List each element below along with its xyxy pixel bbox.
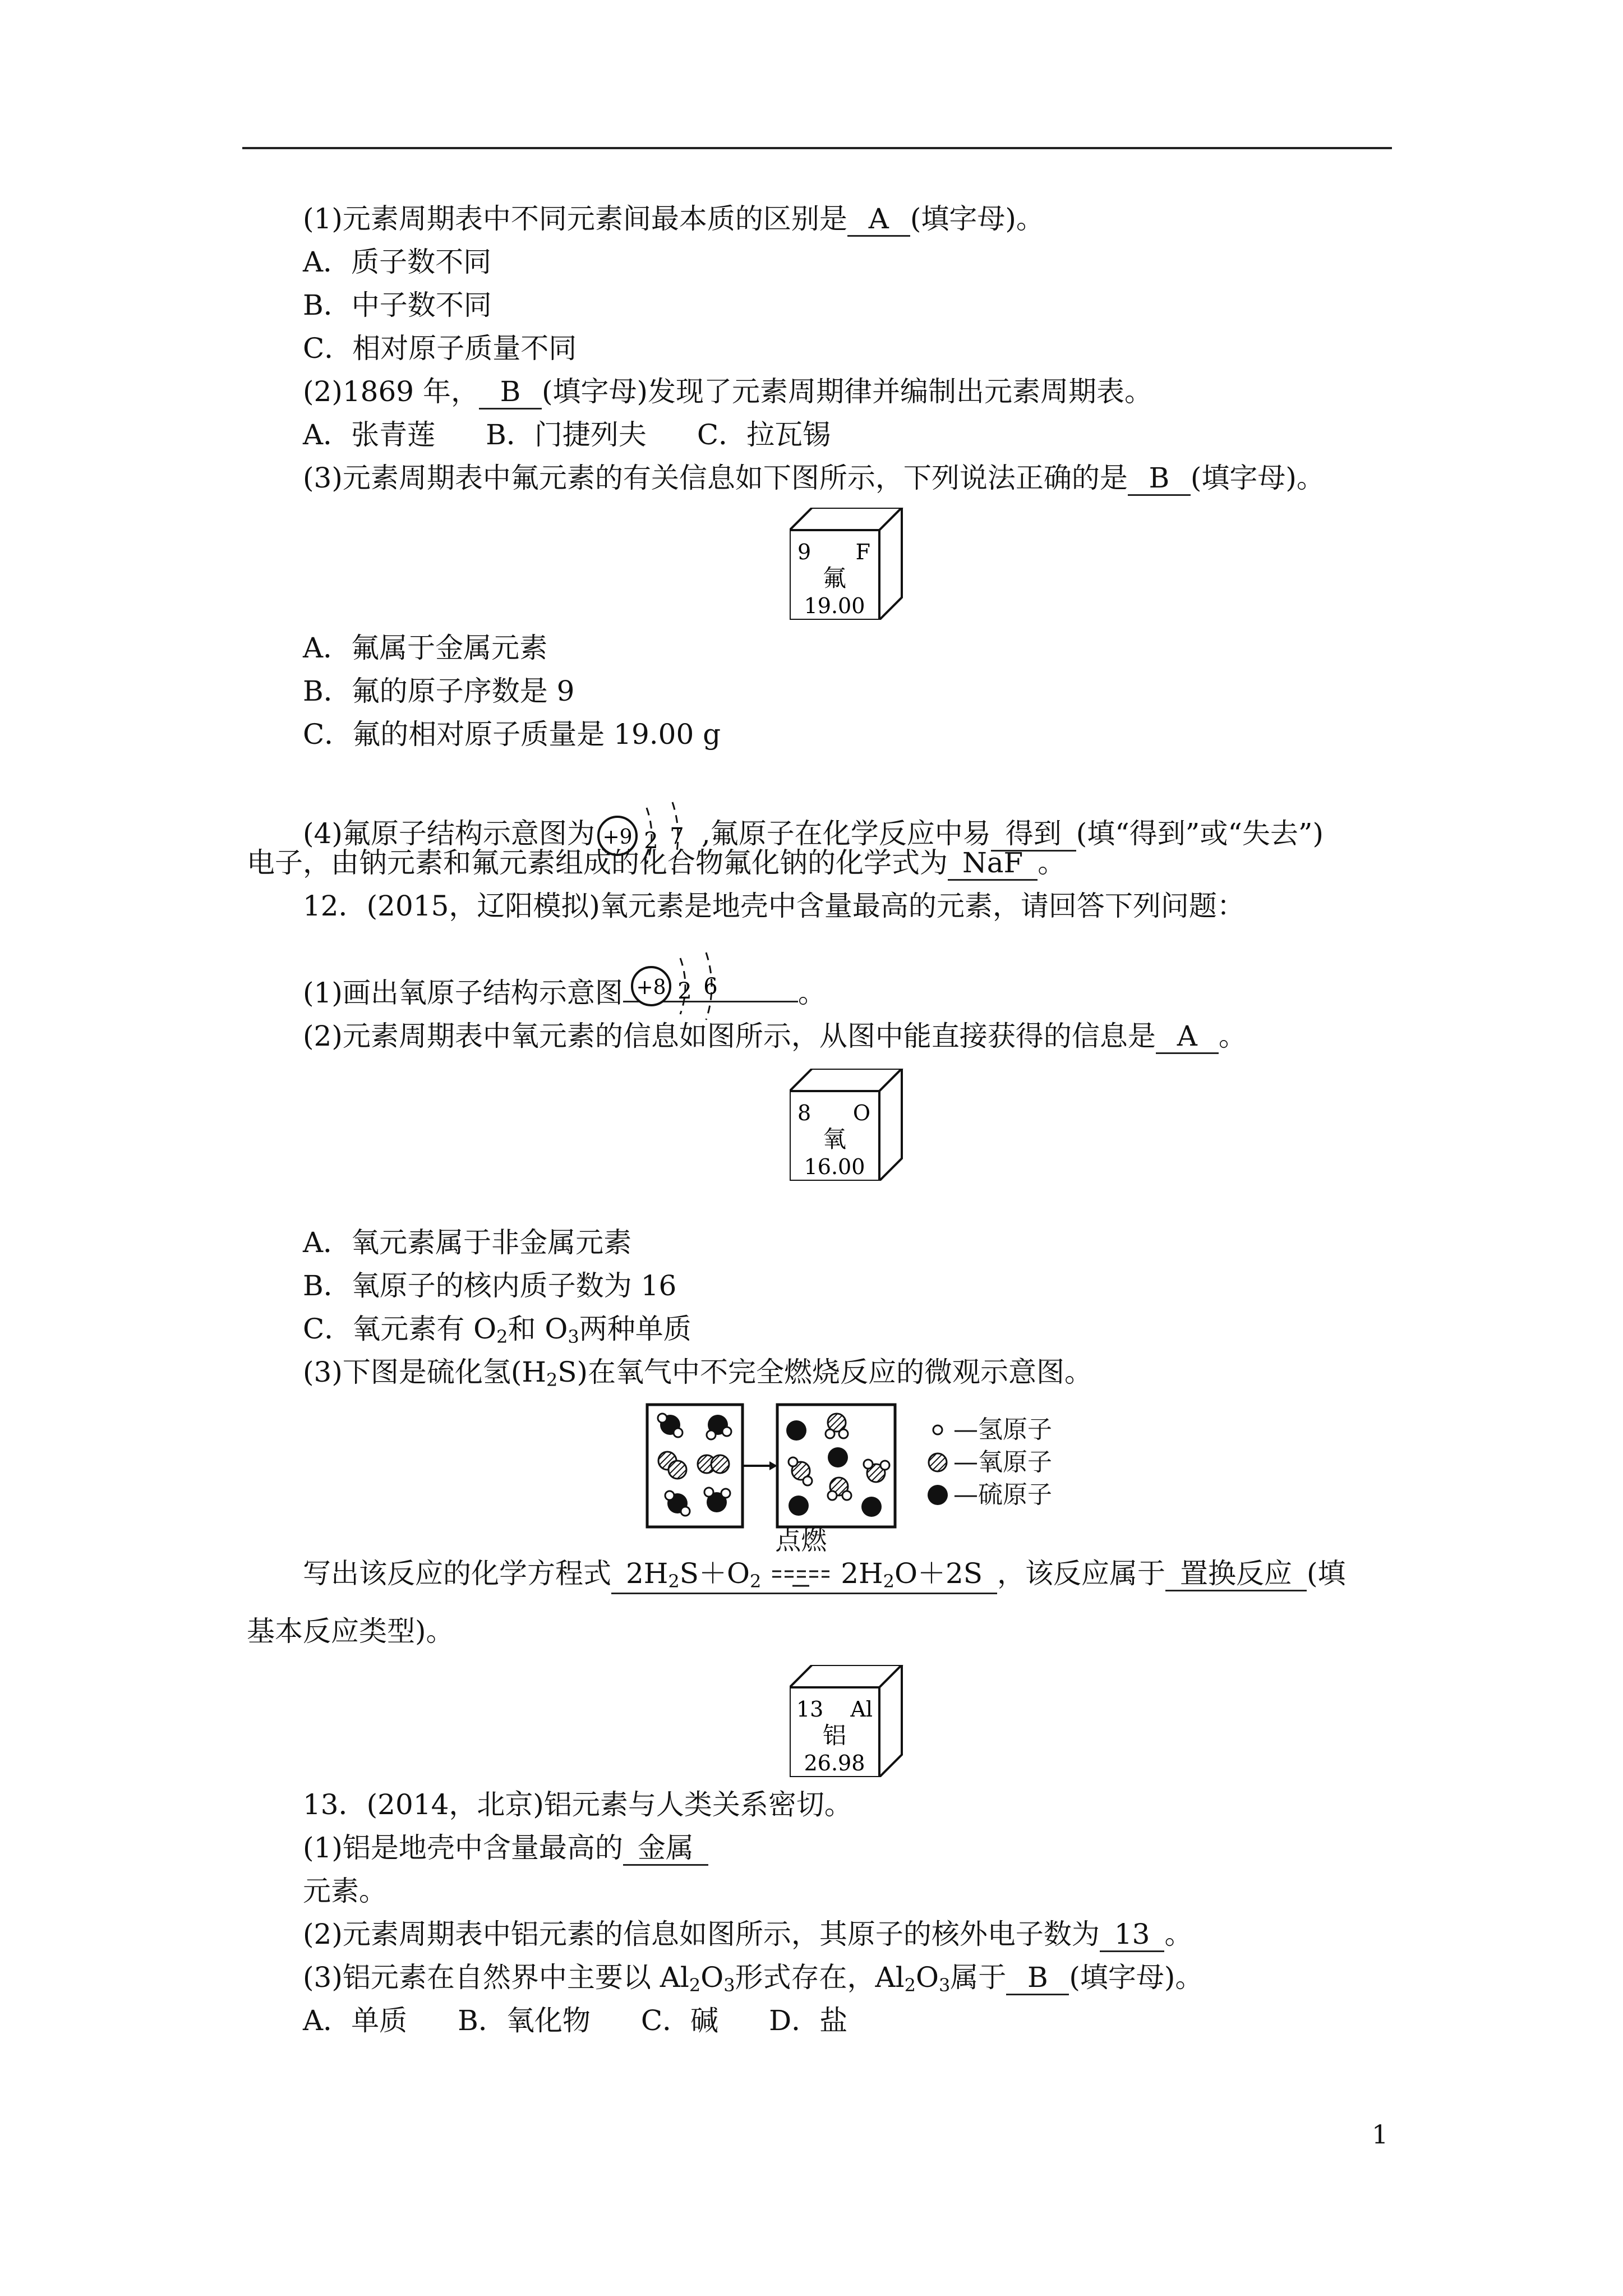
option-b: B．氧化物	[458, 2004, 591, 2037]
s-atom	[789, 1496, 809, 1516]
q12-p2-option-b: B．氧原子的核内质子数为 16	[303, 1269, 677, 1302]
answer-blank: 置换反应	[1165, 1557, 1307, 1591]
tile-name: 铝	[822, 1722, 847, 1749]
q12-part3: (3)下图是硫化氢$(H_2S)$在氧气中不完全燃烧反应的微观示意图。	[303, 1356, 1093, 1391]
q13-part2: (2)元素周期表中铝元素的信息如图所示，其原子的核外电子数为 13 。	[303, 1917, 1192, 1952]
q11-part2: (2)1869 年， B (填字母)发现了元素周期律并编制出元素周期表。	[303, 375, 1152, 409]
header-rule	[242, 147, 1392, 149]
q13-part1: (1)铝是地壳中含量最高的 金属	[303, 1831, 708, 1866]
q13-part1-line2: 元素。	[303, 1875, 387, 1907]
answer-blank: 13	[1100, 1918, 1165, 1952]
s-atom	[861, 1497, 882, 1517]
shell-1-electrons: 2	[677, 978, 692, 1004]
q11-p1-option-c: C．相对原子质量不同	[303, 332, 577, 365]
answer-blank: A	[1156, 1020, 1219, 1054]
q12-equation: 写出该反应的化学方程式 $2H_2S+O_2$ 点燃 $2H_2O+2S$ ，该反应属于 置换反应 (填	[303, 1557, 1346, 1594]
q11-p3-option-b: B．氟的原子序数是 9	[303, 675, 575, 707]
shell-2-electrons: 7	[670, 823, 684, 849]
answer-blank: 得到	[991, 817, 1076, 852]
tile-name: 氧	[822, 1125, 847, 1153]
q11-p1-option-b: B．中子数不同	[303, 289, 492, 321]
q13-part3: (3)铝元素在自然界中主要以 $Al_2O_3$形式存在，$Al_2O_3$属于 B (填字母)。	[303, 1961, 1204, 1996]
tile-symbol: Al	[850, 1697, 873, 1722]
answer-blank: A	[847, 203, 910, 237]
q12-stem: 12．(2015，辽阳模拟)氧元素是地壳中含量最高的元素，请回答下列问题：	[303, 890, 1245, 922]
legend-hydrogen: —氢原子	[925, 1414, 1052, 1446]
q12-p2-option-a: A．氧元素属于非金属元素	[303, 1226, 632, 1259]
option-a: A．单质	[303, 2004, 408, 2037]
tile-number: 13	[796, 1697, 824, 1722]
reaction-micro-diagram	[645, 1402, 925, 1534]
q11-part4-line2: 电子，由钠元素和氟元素组成的化合物氟化钠的化学式为 NaF 。	[247, 846, 1066, 881]
answer-blank	[623, 974, 798, 1004]
q13-p3-options	[303, 2004, 898, 2037]
element-tile-fluorine	[790, 508, 913, 622]
page-number: 1	[1372, 2119, 1389, 2150]
q11-part1: (1)元素周期表中不同元素间最本质的区别是 A (填字母)。	[303, 202, 1044, 237]
q12-part2: (2)元素周期表中氧元素的信息如图所示，从图中能直接获得的信息是 A 。	[303, 1019, 1247, 1054]
legend-sulfur: —硫原子	[925, 1479, 1052, 1511]
answer-blank: NaF	[948, 846, 1038, 881]
shell-2-electrons: 6	[703, 974, 718, 1000]
oxygen-atom-structure-diagram	[629, 947, 741, 1025]
element-tile-oxygen	[790, 1069, 913, 1183]
q11-p3-option-c: C．氟的相对原子质量是 19.00 g	[303, 718, 721, 751]
o2-molecule	[698, 1455, 729, 1473]
option-c: C．拉瓦锡	[697, 418, 831, 451]
answer-blank: B	[1006, 1961, 1069, 1995]
option-b: B．门捷列夫	[486, 418, 647, 451]
q11-part4: (4)氟原子结构示意图为 +9 2 7 ,氟原子在化学反应中易 得到 (填“得到”或“失去”)	[303, 797, 1324, 875]
element-tile-aluminum	[790, 1665, 913, 1779]
tile-mass: 16.00	[804, 1154, 865, 1179]
nucleus-charge: +8	[636, 976, 666, 999]
tile-name: 氟	[822, 564, 847, 592]
equation-answer-blank: $2H_2S+O_2$ 点燃 $2H_2O+2S$	[611, 1557, 997, 1594]
s-atom	[786, 1420, 806, 1441]
q12-part1: (1)画出氧原子结构示意图 +8 2 6 。	[303, 976, 826, 1010]
reaction-condition: 点燃	[775, 1525, 827, 1556]
s-atom	[828, 1447, 848, 1467]
q12-p2-option-c: C．氧元素有 $O_2$和 $O_3$两种单质	[303, 1313, 691, 1347]
legend-oxygen: —氧原子	[925, 1446, 1052, 1479]
tile-symbol: F	[855, 540, 870, 564]
option-c: C．碱	[640, 2004, 719, 2037]
q11-part3: (3)元素周期表中氟元素的有关信息如下图所示，下列说法正确的是 B (填字母)。	[303, 461, 1325, 496]
option-d: D．盐	[769, 2004, 848, 2037]
answer-blank: B	[479, 375, 542, 409]
q11-p1-option-a: A．质子数不同	[303, 246, 492, 278]
tile-symbol: O	[852, 1101, 870, 1125]
shell-1-electrons: 2	[644, 828, 658, 854]
tile-mass: 26.98	[804, 1751, 865, 1775]
tile-number: 8	[797, 1101, 811, 1125]
q12-equation-line2: 基本反应类型)。	[247, 1615, 454, 1648]
tile-number: 9	[797, 540, 811, 564]
q11-p3-option-a: A．氟属于金属元素	[303, 632, 548, 664]
nucleus-charge: +9	[602, 826, 633, 849]
q13-stem: 13．(2014，北京)铝元素与人类关系密切。	[303, 1788, 852, 1821]
q11-p2-options	[303, 418, 881, 452]
answer-blank: B	[1128, 462, 1191, 496]
diagram-legend	[925, 1414, 1052, 1511]
answer-blank: 金属	[623, 1832, 708, 1866]
option-a: A．张青莲	[303, 418, 436, 451]
tile-mass: 19.00	[804, 593, 865, 618]
